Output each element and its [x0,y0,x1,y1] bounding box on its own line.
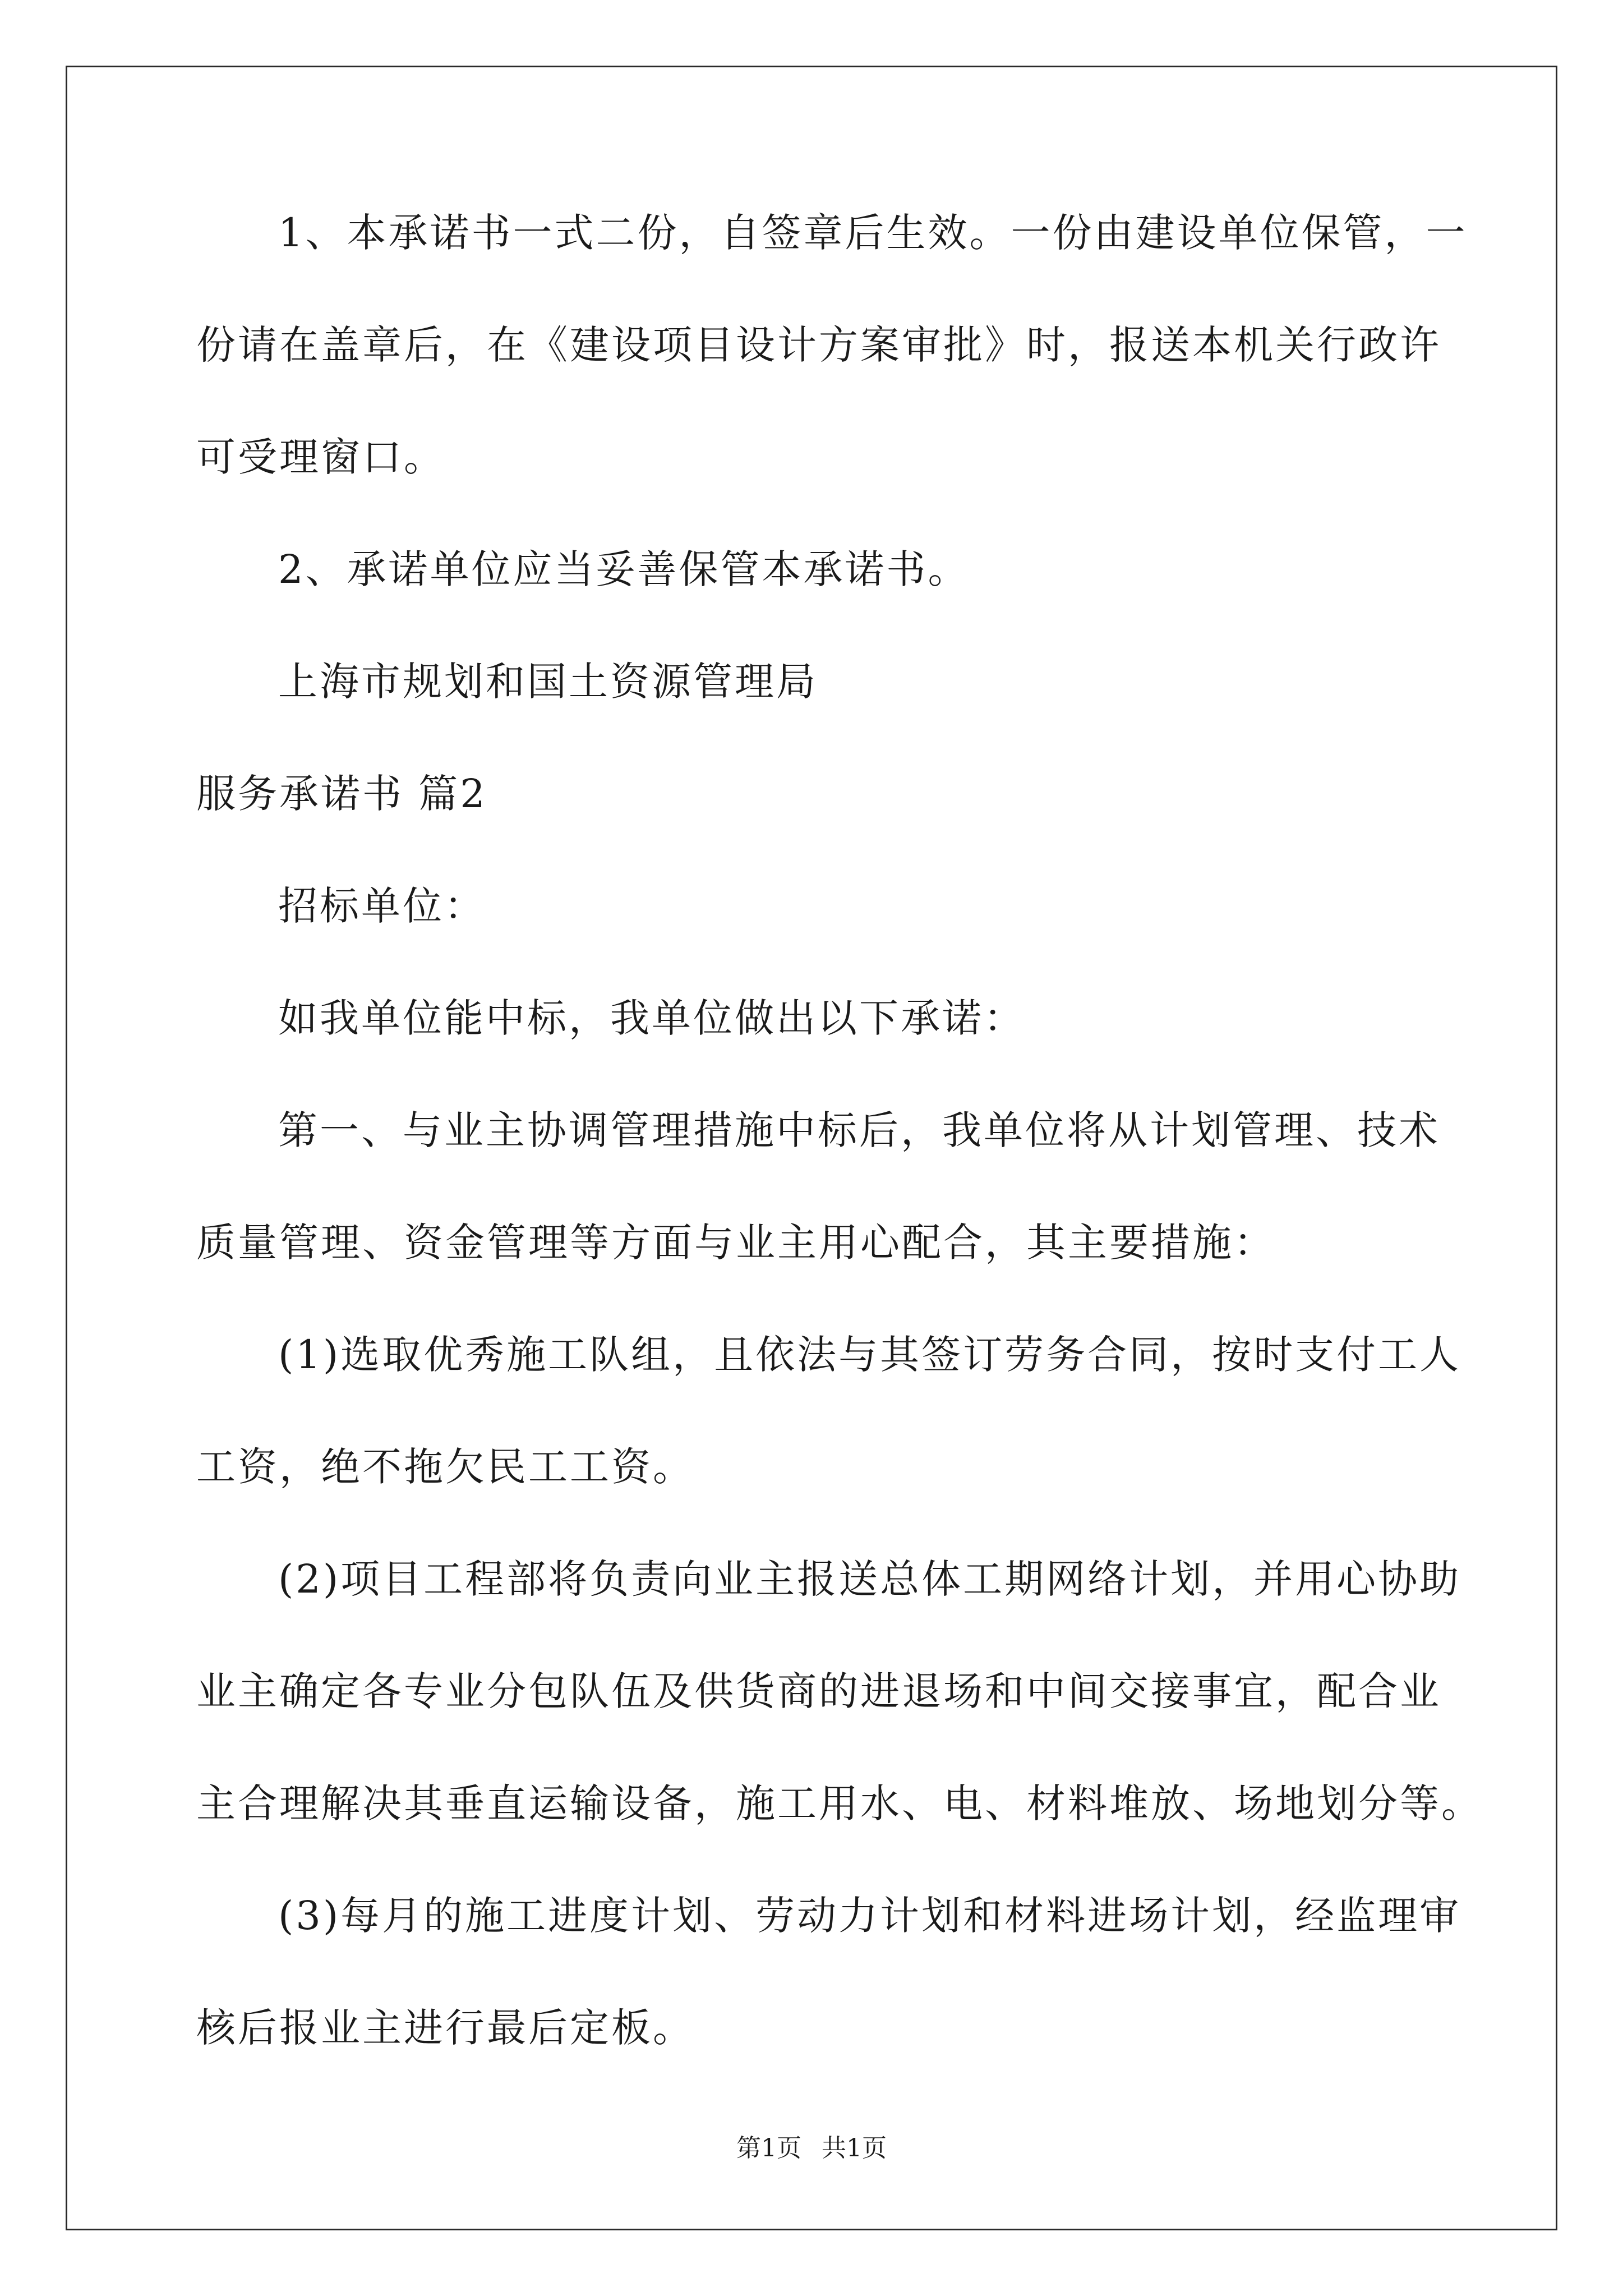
paragraph-line: 可受理窗口。 [196,434,445,480]
page-number: 第1页 [736,2134,801,2162]
paragraph-line: 如我单位能中标，我单位做出以下承诺： [278,995,1025,1041]
page-footer [0,2132,1623,2165]
paragraph-line: 份请在盖章后，在《建设项目设计方案审批》时，报送本机关行政许 [196,322,1441,368]
section-heading: 服务承诺书 篇2 [196,771,487,817]
paragraph-line: 主合理解决其垂直运输设备，施工用水、电、材料堆放、场地划分等。 [196,1780,1483,1826]
paragraph-line: 1、本承诺书一式二份，自签章后生效。一份由建设单位保管，一 [278,210,1468,256]
paragraph-line: 核后报业主进行最后定板。 [196,2005,694,2051]
paragraph-line: 2、承诺单位应当妥善保管本承诺书。 [278,546,970,592]
paragraph-line: (2)项目工程部将负责向业主报送总体工期网络计划，并用心协助 [278,1556,1461,1602]
paragraph-line: (3)每月的施工进度计划、劳动力计划和材料进场计划，经监理审 [278,1893,1461,1939]
paragraph-line: 招标单位： [278,883,486,929]
paragraph-line: 工资，绝不拖欠民工工资。 [196,1444,694,1490]
paragraph-line: 质量管理、资金管理等方面与业主用心配合，其主要措施： [196,1220,1275,1266]
paragraph-line: (1)选取优秀施工队组，且依法与其签订劳务合同，按时支付工人 [278,1332,1461,1378]
organization-name: 上海市规划和国土资源管理局 [278,659,818,705]
page-total: 共1页 [822,2134,887,2162]
paragraph-line: 第一、与业主协调管理措施中标后，我单位将从计划管理、技术 [278,1107,1440,1153]
paragraph-line: 业主确定各专业分包队伍及供货商的进退场和中间交接事宜，配合业 [196,1668,1441,1714]
